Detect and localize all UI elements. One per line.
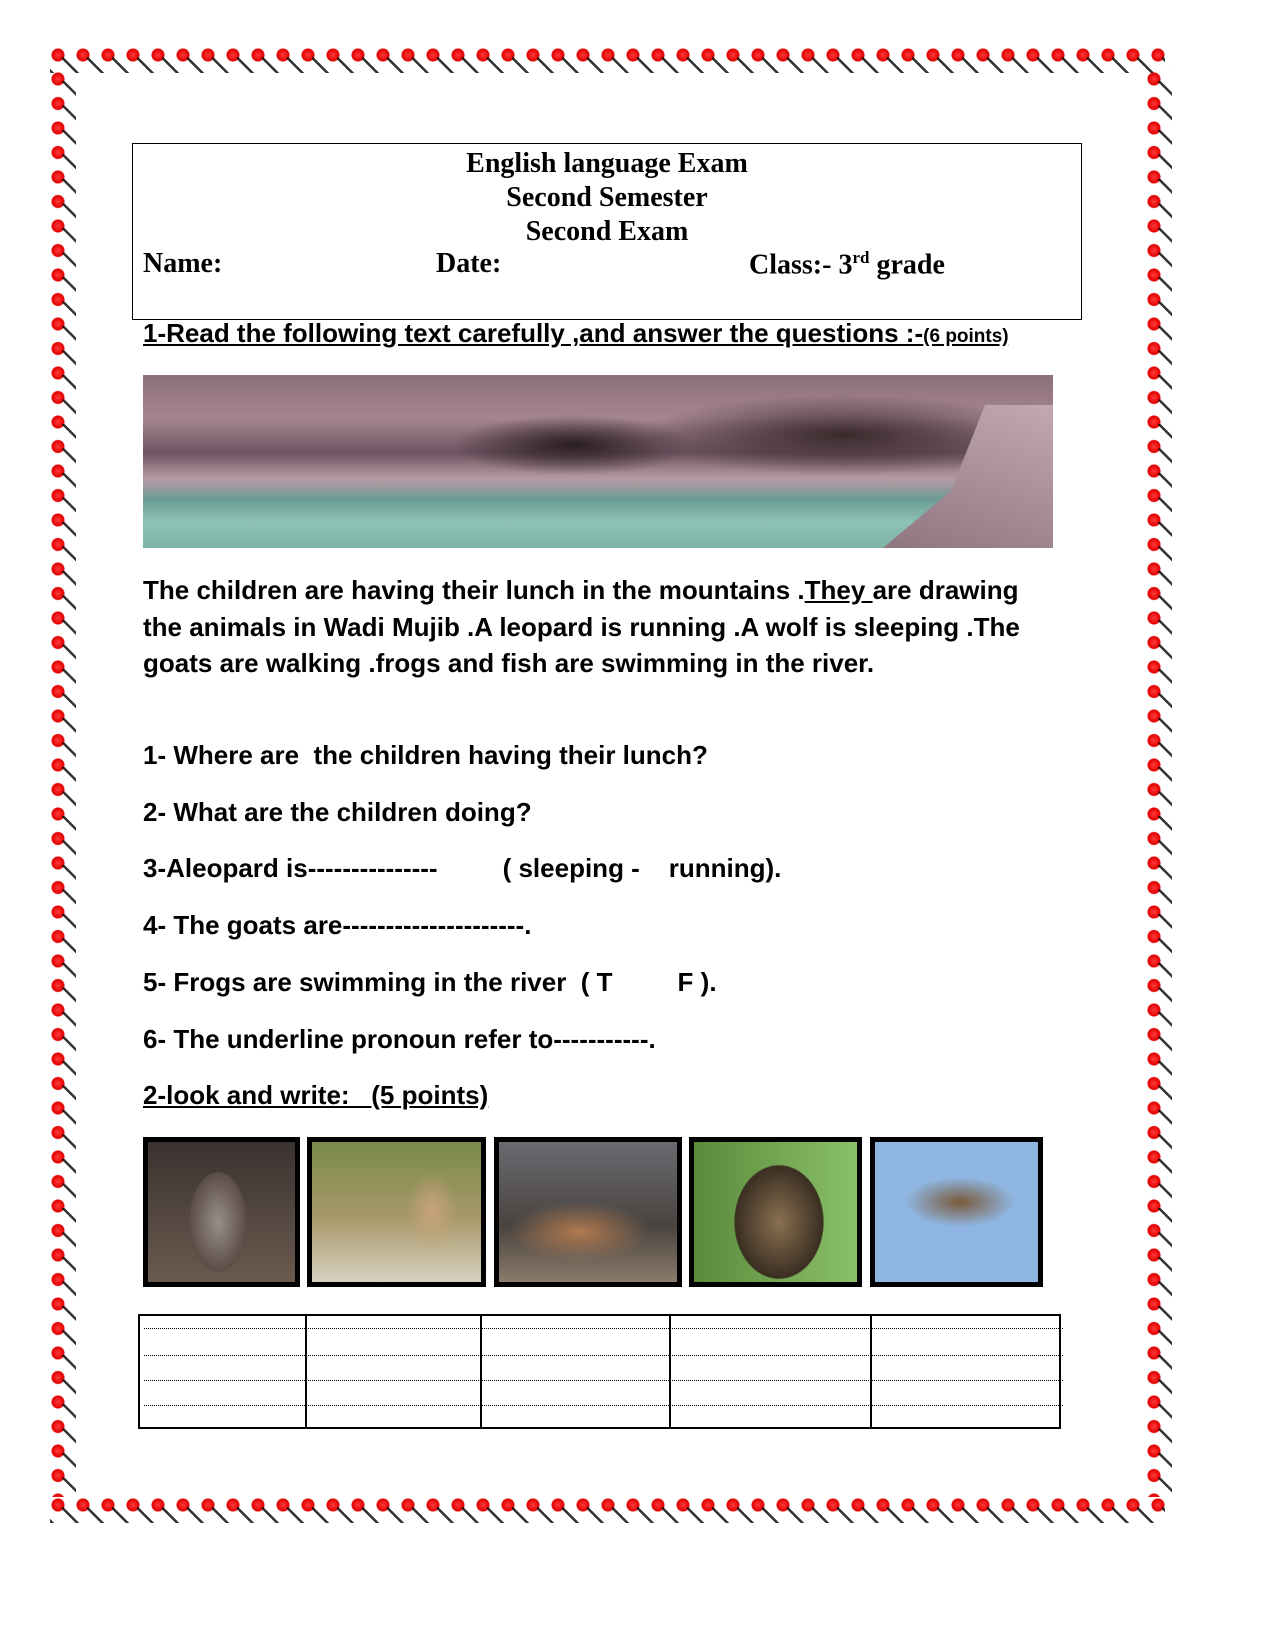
exam-header <box>132 143 1082 320</box>
column-divider <box>305 1316 307 1427</box>
column-divider <box>669 1316 671 1427</box>
writing-line <box>144 1328 1063 1329</box>
column-divider <box>870 1316 872 1427</box>
border-left <box>50 71 76 1497</box>
answer-table[interactable] <box>138 1314 1061 1429</box>
question-2: 2- What are the children doing? <box>143 797 532 827</box>
column-divider <box>480 1316 482 1427</box>
writing-line <box>144 1380 1063 1381</box>
name-label: Name: <box>143 248 223 279</box>
border-right <box>1146 71 1172 1497</box>
border-bottom <box>50 1497 1165 1523</box>
question-5: 5- Frogs are swimming in the river ( T F ). <box>143 967 717 997</box>
writing-line <box>144 1355 1063 1356</box>
exam-title: English language Exam <box>466 148 748 179</box>
exam-number: Second Exam <box>525 216 689 247</box>
gazelle-photo <box>307 1137 486 1287</box>
writing-line <box>144 1405 1063 1406</box>
semester: Second Semester <box>506 182 708 213</box>
border-top <box>50 47 1165 73</box>
section1-heading: 1-Read the following text carefully ,and answer the questions :-(6 points) <box>143 318 1009 348</box>
date-label: Date: <box>436 248 502 279</box>
caracal-photo <box>494 1137 682 1287</box>
section2-heading: 2-look and write: (5 points) <box>143 1080 489 1110</box>
question-4: 4- The goats are---------------------. <box>143 910 532 940</box>
reading-passage: The children are having their lunch in the mountains .They are drawing the animals in Wadi Mujib .A leopard is running .A wolf is sleeping .The goats are walking .frogs and fish are swimming in the river. <box>143 575 1020 678</box>
owl-photo <box>689 1137 862 1287</box>
hawk-photo <box>870 1137 1043 1287</box>
question-1: 1- Where are the children having their lunch? <box>143 740 708 770</box>
wolf-photo <box>143 1137 300 1287</box>
class-label: Class:- 3rd grade <box>749 248 945 281</box>
question-3: 3-Aleopard is--------------- ( sleeping - running). <box>143 853 782 883</box>
wadi-mujib-image <box>143 375 1053 548</box>
question-6: 6- The underline pronoun refer to-----------. <box>143 1024 656 1054</box>
